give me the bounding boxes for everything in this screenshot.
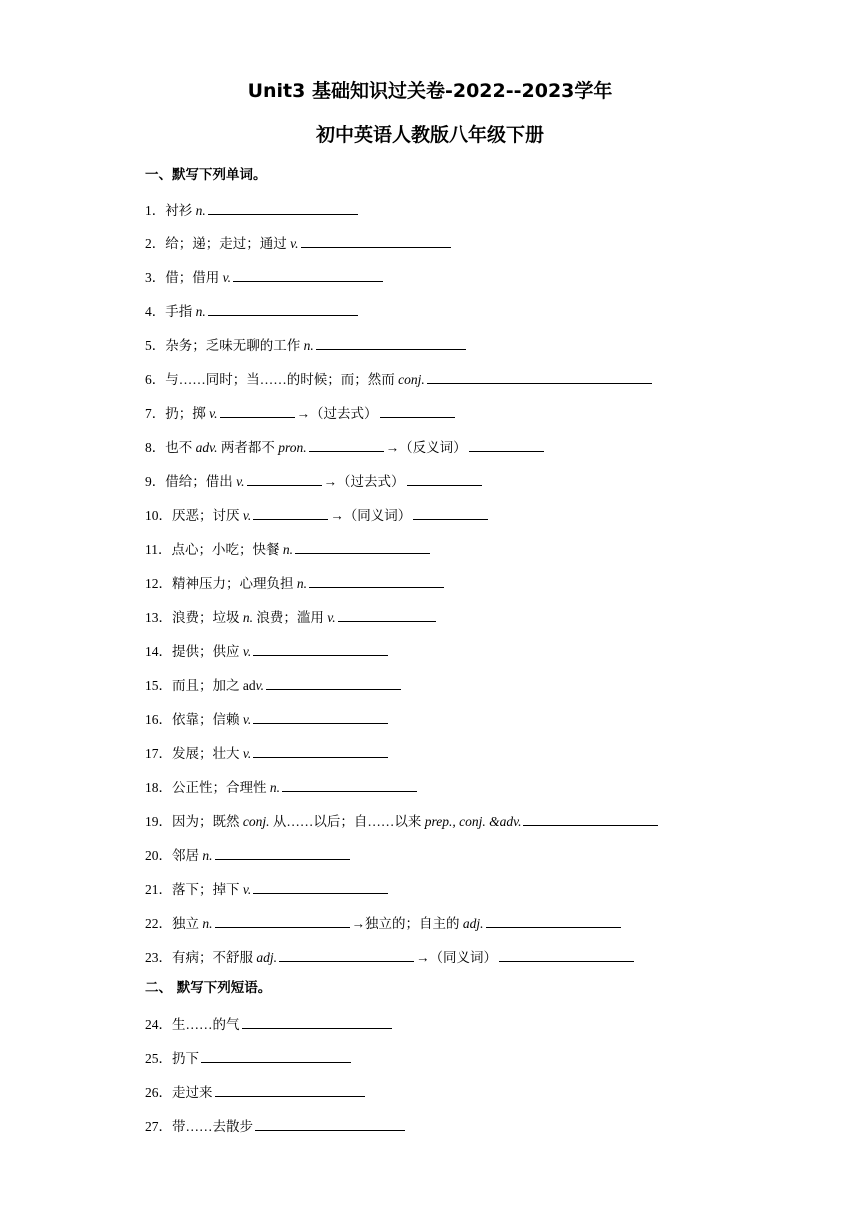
answer-blank[interactable] — [215, 1084, 365, 1097]
word-item — [145, 878, 390, 898]
word-item — [145, 776, 419, 796]
word-item — [145, 368, 654, 388]
item-number: 3． — [145, 270, 166, 285]
word-item — [145, 572, 446, 592]
word-item — [145, 199, 360, 219]
word-item — [145, 402, 457, 422]
item-hint: →（同义词） — [330, 508, 412, 523]
answer-blank[interactable] — [413, 507, 488, 520]
part-of-speech: n. — [269, 780, 280, 795]
part-of-speech-2: v. — [327, 610, 336, 625]
item-number: 26． — [145, 1085, 172, 1100]
part-of-speech: v. — [236, 474, 245, 489]
part-of-speech: n. — [195, 203, 206, 218]
item-hint: →（过去式） — [296, 406, 378, 421]
part-of-speech: n. — [195, 304, 206, 319]
answer-blank[interactable] — [255, 1118, 405, 1131]
item-prompt: 提供；供应 — [172, 644, 243, 659]
word-item — [145, 912, 623, 932]
document-title: Unit3 基础知识过关卷-2022--2023学年 — [247, 80, 613, 102]
item-prompt: 独立 — [172, 916, 203, 931]
item-number: 20． — [145, 848, 172, 863]
item-prompt: 公正性；合理性 — [172, 780, 270, 795]
answer-blank[interactable] — [220, 405, 295, 418]
item-prompt: 与……同时；当……的时候；而；然而 — [165, 372, 399, 387]
part-of-speech: v. — [290, 236, 299, 251]
part-of-speech: n. — [202, 916, 213, 931]
document-subtitle: 初中英语人教版八年级下册 — [315, 124, 544, 146]
part-of-speech: conj. — [242, 814, 270, 829]
phrase-item — [145, 1013, 394, 1033]
item-number: 18． — [145, 780, 172, 795]
item-number: 16． — [145, 712, 172, 727]
part-of-speech: v. — [209, 406, 218, 421]
item-prompt: 发展；壮大 — [172, 746, 243, 761]
item-number: 4． — [145, 304, 166, 319]
answer-blank[interactable] — [215, 915, 350, 928]
phrase-item — [145, 1047, 353, 1067]
item-prompt: 厌恶；讨厌 — [172, 508, 243, 523]
item-number: 13． — [145, 610, 172, 625]
item-number: 17． — [145, 746, 172, 761]
part-of-speech: v. — [242, 508, 252, 523]
item-prompt: 落下；掉下 — [172, 882, 243, 897]
item-number: 1． — [145, 203, 166, 218]
phrase-item — [145, 1081, 367, 1101]
answer-blank[interactable] — [282, 779, 417, 792]
item-prompt: 借；借用 — [165, 270, 223, 285]
item-number: 7． — [145, 406, 166, 421]
answer-blank[interactable] — [380, 405, 455, 418]
answer-blank[interactable] — [208, 202, 358, 215]
answer-blank[interactable] — [247, 473, 322, 486]
answer-blank[interactable] — [215, 847, 350, 860]
part-of-speech: n. — [202, 848, 213, 863]
answer-blank[interactable] — [253, 745, 388, 758]
word-item — [145, 708, 390, 728]
item-number: 25． — [145, 1051, 172, 1066]
item-prompt: 借给；借出 — [165, 474, 237, 489]
item-prompt: 依靠；信赖 — [172, 712, 243, 727]
word-item — [145, 742, 390, 762]
item-prompt-2: 从……以后；自……以来 — [269, 814, 425, 829]
part-of-speech: conj. — [398, 372, 425, 387]
answer-blank[interactable] — [233, 269, 383, 282]
part-of-speech-2: adj. — [462, 916, 484, 931]
item-number: 19． — [145, 814, 172, 829]
item-hint: →（过去式） — [323, 474, 405, 489]
answer-blank[interactable] — [253, 881, 388, 894]
item-number: 22． — [145, 916, 172, 931]
part-of-speech: v. — [242, 746, 252, 761]
word-item — [145, 470, 484, 490]
item-prompt-2: 两者都不 — [217, 440, 279, 455]
item-prompt: 扔；掷 — [165, 406, 210, 421]
item-prompt: 邻居 — [172, 848, 203, 863]
word-item — [145, 300, 360, 320]
item-number: 21． — [145, 882, 172, 897]
item-prompt: 扔下 — [172, 1051, 199, 1066]
answer-blank[interactable] — [266, 677, 401, 690]
item-number: 14． — [145, 644, 172, 659]
word-item — [145, 810, 660, 830]
answer-blank[interactable] — [486, 915, 621, 928]
word-item — [145, 538, 432, 558]
item-prompt: 带……去散步 — [172, 1119, 253, 1134]
item-hint: →独立的；自主的 — [351, 916, 463, 931]
word-item — [145, 334, 468, 354]
item-prompt: 杂务；乏味无聊的工作 — [165, 338, 304, 353]
answer-blank[interactable] — [338, 609, 436, 622]
answer-blank[interactable] — [253, 643, 388, 656]
word-item — [145, 266, 385, 286]
answer-blank[interactable] — [253, 711, 388, 724]
item-number: 27． — [145, 1119, 172, 1134]
part-of-speech: v. — [242, 712, 252, 727]
answer-blank[interactable] — [279, 949, 414, 962]
word-item — [145, 640, 390, 660]
word-item — [145, 674, 403, 694]
answer-blank[interactable] — [201, 1050, 351, 1063]
item-prompt: 而且；加之 ad — [172, 678, 256, 693]
part-of-speech: v. — [255, 678, 264, 693]
answer-blank[interactable] — [407, 473, 482, 486]
item-prompt: 也不 — [165, 440, 196, 455]
word-item — [145, 504, 490, 524]
answer-blank[interactable] — [208, 303, 358, 316]
part-of-speech-2: prep., conj. &adv. — [424, 814, 522, 829]
part-of-speech: v. — [242, 882, 252, 897]
answer-blank[interactable] — [427, 371, 652, 384]
answer-blank[interactable] — [295, 541, 430, 554]
section-heading-phrases: 二、 默写下列短语。 — [145, 980, 272, 996]
answer-blank[interactable] — [316, 337, 466, 350]
answer-blank[interactable] — [253, 507, 328, 520]
answer-blank[interactable] — [469, 439, 544, 452]
part-of-speech: n. — [242, 610, 253, 625]
part-of-speech: n. — [303, 338, 314, 353]
item-number: 23． — [145, 950, 172, 965]
word-item — [145, 436, 546, 456]
section-heading-words: 一、默写下列单词。 — [145, 167, 267, 183]
part-of-speech: v. — [222, 270, 231, 285]
item-prompt: 给；递；走过；通过 — [165, 236, 291, 251]
answer-blank[interactable] — [499, 949, 634, 962]
part-of-speech: v. — [242, 644, 252, 659]
part-of-speech: adj. — [256, 950, 278, 965]
word-item — [145, 232, 453, 252]
item-prompt: 点心；小吃；快餐 — [171, 542, 283, 557]
item-prompt: 浪费；垃圾 — [172, 610, 243, 625]
phrase-item — [145, 1115, 407, 1135]
item-number: 6． — [145, 372, 166, 387]
item-hint: →（反义词） — [385, 440, 467, 455]
item-prompt: 走过来 — [172, 1085, 213, 1100]
part-of-speech: n. — [296, 576, 307, 591]
answer-blank[interactable] — [523, 813, 658, 826]
word-item — [145, 606, 438, 626]
item-prompt: 因为；既然 — [172, 814, 243, 829]
item-prompt: 精神压力；心理负担 — [172, 576, 297, 591]
item-prompt: 衬衫 — [165, 203, 196, 218]
item-hint: →（同义词） — [416, 950, 498, 965]
item-prompt: 生……的气 — [172, 1017, 240, 1032]
part-of-speech: n. — [282, 542, 293, 557]
item-number: 12． — [145, 576, 172, 591]
item-number: 24． — [145, 1017, 172, 1032]
item-number: 8． — [145, 440, 166, 455]
item-number: 5． — [145, 338, 166, 353]
word-item — [145, 844, 352, 864]
answer-blank[interactable] — [301, 235, 451, 248]
answer-blank[interactable] — [309, 575, 444, 588]
item-prompt-2: 浪费；滥用 — [253, 610, 328, 625]
item-prompt: 手指 — [165, 304, 196, 319]
answer-blank[interactable] — [309, 439, 384, 452]
item-number: 15． — [145, 678, 172, 693]
word-item — [145, 946, 636, 966]
answer-blank[interactable] — [242, 1016, 392, 1029]
item-prompt: 有病；不舒服 — [172, 950, 257, 965]
item-number: 10． — [145, 508, 172, 523]
part-of-speech: adv. — [195, 440, 218, 455]
item-number: 9． — [145, 474, 166, 489]
item-number: 11． — [145, 542, 172, 557]
item-number: 2． — [145, 236, 166, 251]
part-of-speech-2: pron. — [278, 440, 307, 455]
